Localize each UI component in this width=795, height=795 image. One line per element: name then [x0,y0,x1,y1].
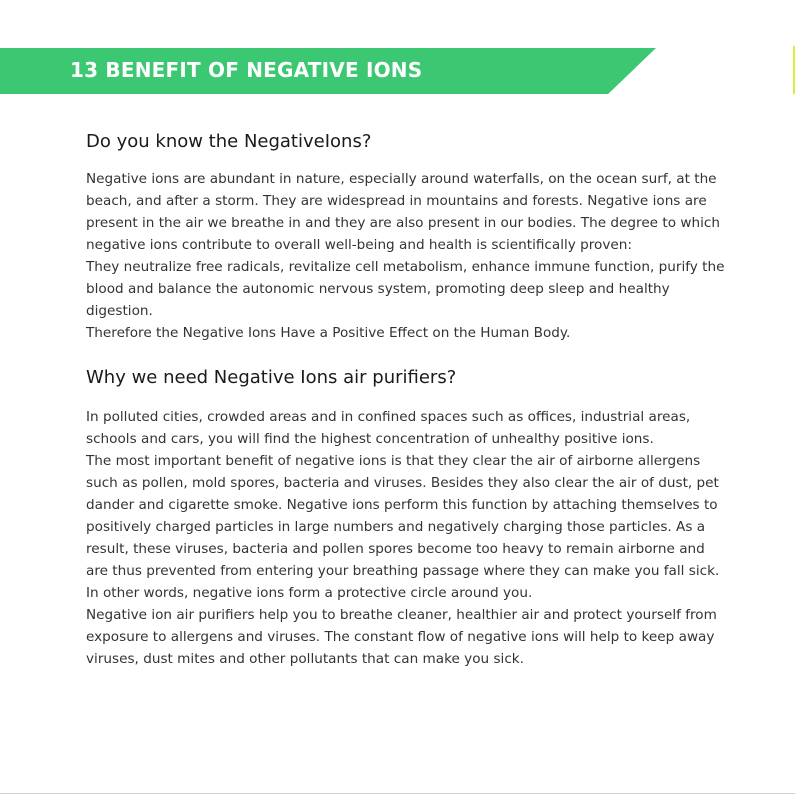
paragraph: Negative ion air purifiers help you to breathe cleaner, healthier air and protect yourself from exposure to allergens and viruses. The constant flow of negative ions will help to keep away viruses, dust mites and other pollutants that can make you sick. [86,607,717,667]
paragraph: Therefore the Negative Ions Have a Positive Effect on the Human Body. [86,325,571,341]
section-heading: Do you know the NegativeIons? [86,131,372,152]
page-title: 13 BENEFIT OF NEGATIVE IONS [70,58,423,82]
bottom-divider [0,793,795,794]
article-body [86,130,726,670]
paragraph: The most important benefit of negative ions is that they clear the air of airborne allergens such as pollen, mold spores, bacteria and viruses. Besides they also clear the air of dust, pet dander and cigarette smoke. Negative ions perform this function by attaching themselves to positively charged particles in large numbers and negatively charging those particles. As a result, these viruses, bacteria and pollen spores become too heavy to remain airborne and are thus prevented from entering your breathing passage where they can make you fall sick. In other words, negative ions form a protective circle around you. [86,453,720,601]
section-negative-ions [86,130,726,344]
paragraph: They neutralize free radicals, revitalize cell metabolism, enhance immune function, purify the blood and balance the autonomic nervous system, promoting deep sleep and healthy digestion. [86,259,725,319]
paragraph: Negative ions are abundant in nature, especially around waterfalls, on the ocean surf, at the beach, and after a storm. They are widespread in mountains and forests. Negative ions are present in the air we breathe in and they are also present in our bodies. The degree to which negative ions contribute to overall well-being and health is scientifically proven: [86,171,720,253]
section-air-purifiers [86,366,726,670]
section-heading: Why we need Negative Ions air purifiers? [86,367,457,388]
paragraph: In polluted cities, crowded areas and in confined spaces such as offices, industrial areas, schools and cars, you will find the highest concentration of unhealthy positive ions. [86,409,691,447]
